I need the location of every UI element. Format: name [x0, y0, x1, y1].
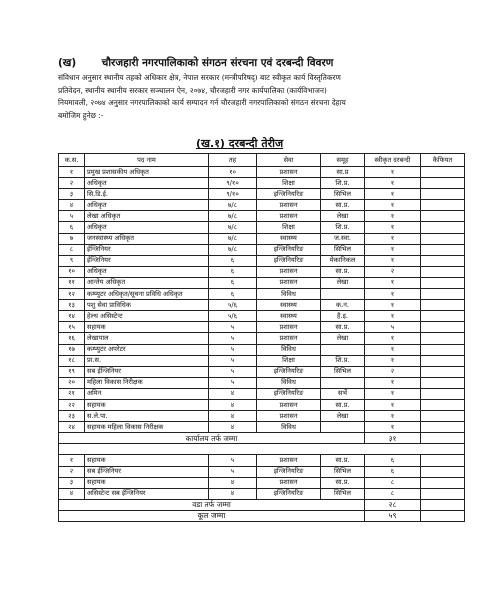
service-cell: इन्जिनियरिङ — [257, 488, 321, 499]
level-cell: ५/६ — [209, 300, 257, 311]
group-cell: है.इ. — [321, 311, 365, 322]
group-cell: सा.प्र — [321, 167, 365, 178]
serial-cell: १ — [59, 455, 85, 466]
level-cell: ७/८ — [209, 222, 257, 233]
intro-line: संविधान अनुसार स्थानीय तहको अधिकार क्षेत्र, नेपाल सरकार (मन्त्रीपरिषद्) बाट स्वीकृत कार्य विस्तृतिकरण — [58, 73, 341, 82]
ward-rows — [59, 455, 465, 499]
service-cell: प्रशासन — [257, 200, 321, 211]
remarks-cell — [421, 422, 465, 433]
remarks-cell — [421, 167, 465, 178]
remarks-cell — [421, 488, 465, 499]
section-number: (ख) — [58, 57, 77, 69]
table-row — [59, 255, 465, 266]
approved-count-cell: १ — [365, 388, 421, 399]
level-cell: ६ — [209, 266, 257, 277]
group-cell: सिभिल — [321, 189, 365, 200]
level-cell: ५ — [209, 344, 257, 355]
serial-cell: १ — [59, 167, 85, 178]
group-cell: सा.प्र. — [321, 200, 365, 211]
level-cell: ६ — [209, 289, 257, 300]
group-cell: शि.प्र. — [321, 355, 365, 366]
level-cell: ५ — [209, 355, 257, 366]
serial-cell: २२ — [59, 399, 85, 410]
approved-count-cell: १ — [365, 377, 421, 388]
remarks-cell — [421, 510, 465, 521]
remarks-cell — [421, 289, 465, 300]
serial-cell: १५ — [59, 322, 85, 333]
approved-count-cell: १ — [365, 333, 421, 344]
table-row — [59, 311, 465, 322]
approved-count-cell: १ — [365, 399, 421, 410]
group-cell: शि.प्र. — [321, 178, 365, 189]
section-heading — [58, 56, 458, 70]
serial-cell: ९ — [59, 255, 85, 266]
table-row — [59, 366, 465, 377]
approved-count-cell: १ — [365, 300, 421, 311]
approved-count-cell: १ — [365, 255, 421, 266]
serial-cell: ३ — [59, 189, 85, 200]
remarks-cell — [421, 222, 465, 233]
service-cell: प्रशासन — [257, 211, 321, 222]
remarks-cell — [421, 277, 465, 288]
serial-cell: १० — [59, 266, 85, 277]
service-cell: इन्जिनियरिङ — [257, 244, 321, 255]
remarks-cell — [421, 322, 465, 333]
remarks-cell — [421, 266, 465, 277]
table-row — [59, 222, 465, 233]
post-name-cell: महिला विकास निरीक्षक — [85, 377, 209, 388]
table-row — [59, 477, 465, 488]
table-row — [59, 244, 465, 255]
column-header: क.स. — [59, 154, 85, 167]
group-cell: सिभिल — [321, 244, 365, 255]
service-cell: प्रशासन — [257, 455, 321, 466]
serial-cell: १२ — [59, 289, 85, 300]
table-gap — [59, 444, 465, 455]
post-name-cell: प्रमुख प्रशासकीय अधिकृत — [85, 167, 209, 178]
level-cell: ५ — [209, 333, 257, 344]
serial-cell: ४ — [59, 488, 85, 499]
table-row — [59, 466, 465, 477]
service-cell: इन्जिनियरिङ — [257, 466, 321, 477]
serial-cell: ११ — [59, 277, 85, 288]
group-cell: सा.प्र. — [321, 399, 365, 410]
service-cell: प्रशासन — [257, 333, 321, 344]
table-row — [59, 277, 465, 288]
service-cell: स्वास्थ्य — [257, 311, 321, 322]
table-row — [59, 167, 465, 178]
post-name-cell: सब ईन्जिनियर — [85, 466, 209, 477]
table-row — [59, 377, 465, 388]
table-title: (ख.१) दरबन्दी तेरीज — [196, 137, 284, 150]
level-cell: ४ — [209, 477, 257, 488]
serial-cell: १९ — [59, 366, 85, 377]
table-row — [59, 289, 465, 300]
level-cell: ७/८ — [209, 211, 257, 222]
remarks-cell — [421, 311, 465, 322]
approved-count-cell: १ — [365, 422, 421, 433]
serial-cell: २ — [59, 178, 85, 189]
group-cell: सा.प्र. — [321, 477, 365, 488]
service-cell: स्वास्थ्य — [257, 233, 321, 244]
serial-cell: ७ — [59, 233, 85, 244]
service-cell: विविध — [257, 422, 321, 433]
approved-count-cell: १ — [365, 244, 421, 255]
level-cell: ७/८ — [209, 200, 257, 211]
table-row — [59, 422, 465, 433]
column-header: कैफियत — [421, 154, 465, 167]
table-row — [59, 411, 465, 422]
table-row — [59, 322, 465, 333]
approved-count-cell: १ — [365, 355, 421, 366]
serial-cell: ३ — [59, 477, 85, 488]
remarks-cell — [421, 333, 465, 344]
service-cell: प्रशासन — [257, 477, 321, 488]
grand-total-row — [59, 510, 465, 521]
office-total-label: कार्यालय तर्फ जम्मा — [59, 433, 365, 444]
group-cell — [321, 289, 365, 300]
level-cell: ५ — [209, 455, 257, 466]
intro-line: प्रतिवेदन, स्थानीय स्थानीय सरकार सञ्चालन ऐन, २०७४, चौरजहारी नगर कार्यपालिका (कार्यविभाजन) — [58, 85, 327, 95]
level-cell: ५/६ — [209, 311, 257, 322]
level-cell: ५ — [209, 366, 257, 377]
post-name-cell: सि.डि.ई. — [85, 189, 209, 200]
remarks-cell — [421, 377, 465, 388]
column-header: समूह — [321, 154, 365, 167]
service-cell: विविध — [257, 377, 321, 388]
remarks-cell — [421, 466, 465, 477]
level-cell: ५ — [209, 466, 257, 477]
serial-cell: १८ — [59, 355, 85, 366]
table-row — [59, 344, 465, 355]
level-cell: ५ — [209, 322, 257, 333]
remarks-cell — [421, 455, 465, 466]
service-cell: इन्जिनियरिङ — [257, 366, 321, 377]
post-name-cell: सहायक — [85, 477, 209, 488]
post-name-cell: अधिकृत — [85, 266, 209, 277]
intro-line: बमोजिम हुनेछ :- — [58, 110, 104, 120]
post-name-cell: जनस्वास्थ्य अधिकृत — [85, 233, 209, 244]
service-cell: शिक्षा — [257, 222, 321, 233]
post-name-cell: लेखापाल — [85, 333, 209, 344]
post-name-cell: प्रा.स. — [85, 355, 209, 366]
service-cell: शिक्षा — [257, 178, 321, 189]
post-name-cell: अधिकृत — [85, 222, 209, 233]
level-cell: ५ — [209, 377, 257, 388]
service-cell: इन्जिनियरिङ — [257, 388, 321, 399]
serial-cell: ५ — [59, 211, 85, 222]
remarks-cell — [421, 344, 465, 355]
serial-cell: २३ — [59, 411, 85, 422]
serial-cell: २१ — [59, 388, 85, 399]
office-rows — [59, 167, 465, 433]
approved-count-cell: ८ — [365, 477, 421, 488]
office-total-value: ३१ — [365, 433, 421, 444]
approved-count-cell: १ — [365, 211, 421, 222]
service-cell: प्रशासन — [257, 322, 321, 333]
section-title: चौरजहारी नगरपालिकाको संगठन संरचना एवं दरबन्दी विवरण — [101, 57, 334, 69]
level-cell: ४ — [209, 411, 257, 422]
level-cell: ७/८ — [209, 244, 257, 255]
serial-cell: २० — [59, 377, 85, 388]
remarks-cell — [421, 255, 465, 266]
post-name-cell: सहायक — [85, 399, 209, 410]
approved-count-cell: १ — [365, 200, 421, 211]
post-name-cell: असिस्टेन्ट सब ईन्जिनियर — [85, 488, 209, 499]
post-name-cell: सहायक — [85, 455, 209, 466]
group-cell: सर्भे — [321, 388, 365, 399]
level-cell: ६ — [209, 255, 257, 266]
remarks-cell — [421, 355, 465, 366]
group-cell: सिभिल — [321, 466, 365, 477]
serial-cell: २ — [59, 466, 85, 477]
group-cell: मेकानिकल — [321, 255, 365, 266]
staffing-table — [58, 153, 465, 522]
table-row — [59, 233, 465, 244]
grand-total-label: कूल जम्मा — [59, 510, 365, 521]
group-cell: शि.प्र. — [321, 222, 365, 233]
post-name-cell: ईन्जिनियर — [85, 255, 209, 266]
group-cell: लेखा — [321, 333, 365, 344]
approved-count-cell: १ — [365, 411, 421, 422]
level-cell: ९/१० — [209, 178, 257, 189]
level-cell: ७/८ — [209, 233, 257, 244]
service-cell: इन्जिनियरिङ — [257, 189, 321, 200]
level-cell: ४ — [209, 422, 257, 433]
approved-count-cell: ६ — [365, 455, 421, 466]
gap-cell — [59, 444, 465, 455]
service-cell: विविध — [257, 289, 321, 300]
group-cell: लेखा — [321, 277, 365, 288]
service-cell: प्रशासन — [257, 266, 321, 277]
group-cell: सिभिल — [321, 488, 365, 499]
remarks-cell — [421, 433, 465, 444]
post-name-cell: कम्प्युटर अधिकृत/सूचना प्रविधि अधिकृत — [85, 289, 209, 300]
remarks-cell — [421, 200, 465, 211]
service-cell: स्वास्थ्य — [257, 300, 321, 311]
serial-cell: १३ — [59, 300, 85, 311]
serial-cell: १७ — [59, 344, 85, 355]
approved-count-cell: १ — [365, 233, 421, 244]
table-row — [59, 211, 465, 222]
serial-cell: ८ — [59, 244, 85, 255]
group-cell — [321, 422, 365, 433]
serial-cell: १६ — [59, 333, 85, 344]
remarks-cell — [421, 178, 465, 189]
remarks-cell — [421, 477, 465, 488]
column-header: स्वीकृत दरबन्दी — [365, 154, 421, 167]
remarks-cell — [421, 300, 465, 311]
ward-total-label: वडा तर्फ जम्मा — [59, 499, 365, 510]
remarks-cell — [421, 499, 465, 510]
column-header: पद नाम — [85, 154, 209, 167]
table-header-row — [59, 154, 465, 167]
remarks-cell — [421, 411, 465, 422]
post-name-cell: स.ले.पा. — [85, 411, 209, 422]
approved-count-cell: १ — [365, 167, 421, 178]
approved-count-cell: २ — [365, 366, 421, 377]
remarks-cell — [421, 388, 465, 399]
service-cell: इन्जिनियरिङ — [257, 255, 321, 266]
grand-total-value: ५९ — [365, 510, 421, 521]
service-cell: विविध — [257, 344, 321, 355]
level-cell: १० — [209, 167, 257, 178]
approved-count-cell: १ — [365, 277, 421, 288]
table-row — [59, 388, 465, 399]
level-cell: ६ — [209, 277, 257, 288]
group-cell: लेखा — [321, 411, 365, 422]
ward-total-row — [59, 499, 465, 510]
service-cell: प्रशासन — [257, 399, 321, 410]
service-cell: प्रशासन — [257, 277, 321, 288]
post-name-cell: अधिकृत — [85, 200, 209, 211]
approved-count-cell: ८ — [365, 488, 421, 499]
approved-count-cell: १ — [365, 311, 421, 322]
serial-cell: २४ — [59, 422, 85, 433]
table-row — [59, 333, 465, 344]
group-cell — [321, 377, 365, 388]
remarks-cell — [421, 211, 465, 222]
serial-cell: ४ — [59, 200, 85, 211]
post-name-cell: सहायक — [85, 322, 209, 333]
table-row — [59, 455, 465, 466]
approved-count-cell: २ — [365, 266, 421, 277]
group-cell: सिभिल — [321, 366, 365, 377]
office-total-row — [59, 433, 465, 444]
approved-count-cell: १ — [365, 289, 421, 300]
level-cell: ४ — [209, 488, 257, 499]
level-cell: ४ — [209, 388, 257, 399]
table-row — [59, 355, 465, 366]
table-row — [59, 399, 465, 410]
remarks-cell — [421, 399, 465, 410]
post-name-cell: हेल्थ असिस्टेन्ट — [85, 311, 209, 322]
intro-paragraph — [58, 72, 458, 122]
service-cell: प्रशासन — [257, 411, 321, 422]
approved-count-cell: १ — [365, 189, 421, 200]
group-cell — [321, 344, 365, 355]
group-cell: लेखा — [321, 211, 365, 222]
service-cell: शिक्षा — [257, 355, 321, 366]
table-row — [59, 266, 465, 277]
post-name-cell: अमिन — [85, 388, 209, 399]
post-name-cell: पशु सेवा प्राविधिक — [85, 300, 209, 311]
group-cell: क.न. — [321, 300, 365, 311]
group-cell: सा.प्र. — [321, 322, 365, 333]
post-name-cell: लेखा अधिकृत — [85, 211, 209, 222]
post-name-cell: सब ईन्जिनियर — [85, 366, 209, 377]
approved-count-cell: १ — [365, 344, 421, 355]
ward-total-value: २८ — [365, 499, 421, 510]
serial-cell: ६ — [59, 222, 85, 233]
post-name-cell: आन्तेय अधिकृत — [85, 277, 209, 288]
table-row — [59, 200, 465, 211]
remarks-cell — [421, 189, 465, 200]
column-header: तह — [209, 154, 257, 167]
table-row — [59, 300, 465, 311]
group-cell: सा.प्र. — [321, 266, 365, 277]
table-row — [59, 488, 465, 499]
level-cell: ४ — [209, 399, 257, 410]
serial-cell: १४ — [59, 311, 85, 322]
remarks-cell — [421, 233, 465, 244]
post-name-cell: कम्प्युटर अपरेटर — [85, 344, 209, 355]
remarks-cell — [421, 244, 465, 255]
table-row — [59, 189, 465, 200]
column-header: सेवा — [257, 154, 321, 167]
table-row — [59, 178, 465, 189]
post-name-cell: अधिकृत — [85, 178, 209, 189]
group-cell: सा.प्र. — [321, 455, 365, 466]
approved-count-cell: ६ — [365, 466, 421, 477]
intro-line: नियमावली, २०७४ अनुसार नगरपालिकाको कार्य सम्पादन गर्न चौरजहारी नगरपालिकाको संगठन संरचना देहाय — [58, 98, 346, 107]
remarks-cell — [421, 366, 465, 377]
group-cell: ज.स्वा. — [321, 233, 365, 244]
approved-count-cell: ५ — [365, 322, 421, 333]
approved-count-cell: १ — [365, 178, 421, 189]
approved-count-cell: १ — [365, 222, 421, 233]
level-cell: ९/१० — [209, 189, 257, 200]
post-name-cell: ईन्जिनियर — [85, 244, 209, 255]
service-cell: प्रशासन — [257, 167, 321, 178]
post-name-cell: सहायक महिला विकास निरीक्षक — [85, 422, 209, 433]
